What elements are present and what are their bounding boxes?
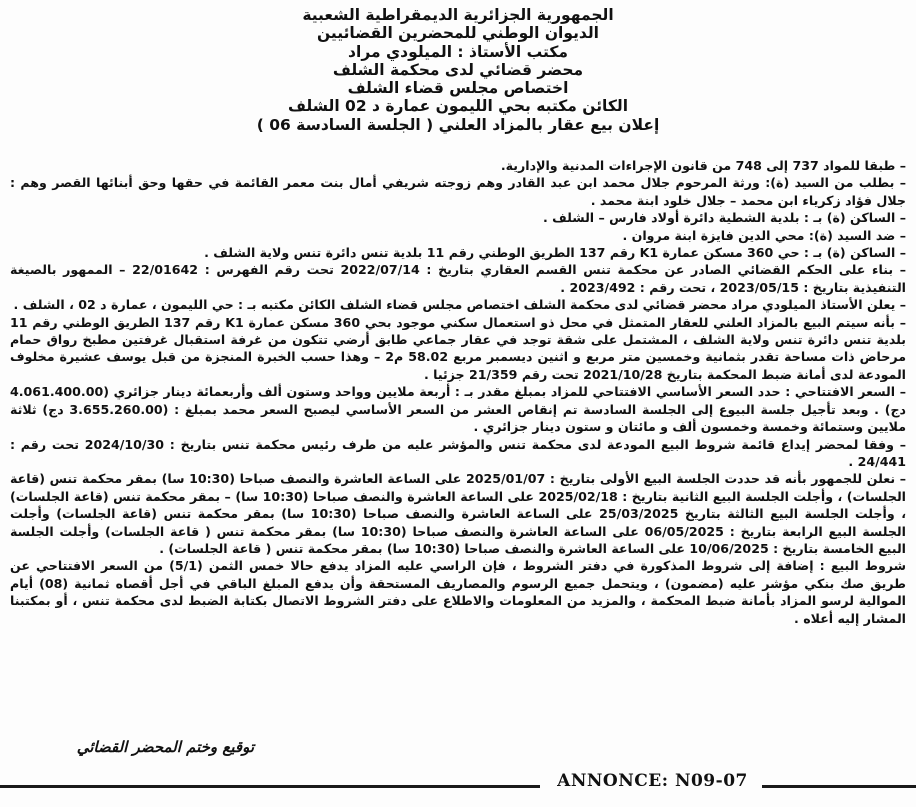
header-line-court: محضر قضائي لدى محكمة الشلف <box>332 60 584 79</box>
paragraph-applicant: – بطلب من السيد (ة): ورثة المرحوم جلال محمد ابن عبد القادر وهم زوجته شريفي أمال بنت معمر القائمة في حقها وحق أبنائها القصر وهم : جلال فؤاد زكرياء ابن محمد – جلال خلود ابنة محمد . <box>10 175 906 208</box>
paragraph-announcer: – يعلن الأستاذ الميلودي مراد محضر قضائي لدى محكمة الشلف اختصاص مجلس قضاء الشلف الكائن مكتبه بـ : حي الليمون ، عمارة د 02 ، الشلف . <box>13 297 906 313</box>
footer-rule-left <box>0 785 540 788</box>
header-line-office: الديوان الوطني للمحضرين القضائيين <box>316 24 599 43</box>
paragraph-conditions-filing: – وفقا لمحضر إيداع قائمة شروط البيع المودعة لدى محكمة تنس والمؤشر عليه من طرف رئيس محكمة تنس بتاريخ : 2024/10/30 تحت رقم : 24/441 . <box>10 436 906 469</box>
footer-rule-right <box>762 785 916 788</box>
header-line-address: الكائن مكتبه بحي الليمون عمارة د 02 الشلف <box>287 97 629 116</box>
paragraph-session-dates: – نعلن للجمهور بأنه قد حددت الجلسة البيع الأولى بتاريخ : 2025/01/07 على الساعة العاشرة والنصف صباحا (10:30 سا) بمقر محكمة تنس (قاعة الجلسات) ، وأجلت الجلسة البيع الثانية بتاريخ : 2025/02/18 على الساعة العاشرة والنصف صباحا (10:30 سا) – بمقر محكمة تنس (قاعة الجلسات) ، وأجلت الجلسة البيع الثالثة بتاريخ 25/03/2025 على الساعة العاشرة والنصف صباحا (10:30 سا) بمقر محكمة تنس (قاعة الجلسات) وأجلت الجلسة البيع الرابعة بتاريخ : 06/05/2025 على الساعة العاشرة والنصف صباحا (10:30 سا) بمقر محكمة تنس ( قاعة الجلسات) وأجلت الجلسة البيع الخامسة بتاريخ : 10/06/2025 على الساعة العاشرة والنصف صباحا (10:30 سا) بمقر محكمة تنس ( قاعة الجلسات) . <box>10 471 906 556</box>
document-header <box>0 6 916 134</box>
signature-line: توقيع وختم المحضر القضائي <box>76 738 254 756</box>
announcement-title: إعلان بيع عقار بالمزاد العلني ( الجلسة السادسة 06 ) <box>256 115 660 134</box>
annonce-number: ANNONCE: N09-07 <box>545 771 760 791</box>
document-body <box>10 157 906 627</box>
paragraph-defendant: – ضد السيد (ة): محي الدين فايزة ابنة مروان . <box>622 227 906 243</box>
paragraph-judgment: – بناء على الحكم القضائي الصادر عن محكمة تنس القسم العقاري بتاريخ : 2022/07/14 تحت رقم الفهرس : 22/01642 – الممهور بالصيغة التنفيذية بتاريخ : 2023/05/15 ، تحت رقم : 2023/492 . <box>10 262 907 295</box>
paragraph-opening-price: – السعر الافتتاحي : حدد السعر الأساسي الافتتاحي للمزاد بمبلغ مقدر بـ : أربعة ملايين وواحد وستون ألف وأربعمائة دينار جزائري (4.061.400.00 دج) . وبعد تأجيل جلسة البيوع إلى الجلسة السادسة تم إنقاص العشر من السعر الأساسي ليصبح السعر محمد بمبلغ : (3.655.260.00 دج) ثلاثة ملايين وستمائة وخمسة وخمسون ألف و مائتان و ستون دينار جزائري . <box>10 384 906 435</box>
paragraph-sale-terms: شروط البيع : إضافة إلى شروط المذكورة في دفتر الشروط ، فإن الراسي عليه المزاد يدفع حالا خمس الثمن (5/1) من السعر الافتتاحي عن طريق صك بنكي مؤشر عليه (مضمون) ، ويتحمل جميع الرسوم والمصاريف المستحقة وأن يدفع المبلغ الباقي في أجل أقصاه ثمانية (08) أيام الموالية لرسو المزاد بأمانة ضبط المحكمة ، والمزيد من المعلومات والاطلاع على دفتر الشروط الاتصال بكتابة الضبط لدى محكمة تنس ، أو بمكتبنا المشار إليه أعلاه . <box>10 558 906 626</box>
header-line-bailiff-name: مكتب الأستاذ : الميلودي مراد <box>348 42 568 61</box>
paragraph-defendant-address: – الساكن (ة) بـ : حي 360 مسكن عمارة K1 رقم 137 الطريق الوطني رقم 11 بلدية تنس دائرة تنس ولاية الشلف . <box>204 245 906 261</box>
header-line-jurisdiction: اختصاص مجلس قضاء الشلف <box>347 79 569 98</box>
paragraph-applicant-address: – الساكن (ة) بـ : بلدية الشطية دائرة أولاد فارس – الشلف . <box>542 210 906 226</box>
paragraph-property-description: – بأنه سيتم البيع بالمزاد العلني للعقار المتمثل في محل ذو استعمال سكني موجود بحي 360 مسكن عمارة K1 رقم 137 الطريق الوطني رقم 11 بلدية تنس دائرة تنس ولاية الشلف ، المشتمل على شقة توجد في عقار جماعي طابق أرضي تتكون من غرفة استقبال غرفتين مطبخ رواق حمام مرحاض ذات مساحة تقدر بثمانية وخمسين متر مربع و اثنين ديسمبر مربع 58.02 م2 – وهذا حسب الخبرة المنجزة من قبل يوسف عشيرة مخلوف المودعة لدى أمانة ضبط المحكمة بتاريخ 2021/10/28 تحت رقم 21/359 جزئيا . <box>10 314 906 382</box>
paragraph-legal-basis: – طبقا للمواد 737 إلى 748 من قانون الإجراءات المدنية والإدارية. <box>500 158 906 173</box>
header-line-republic: الجمهورية الجزائرية الديمقراطية الشعبية <box>302 6 614 24</box>
